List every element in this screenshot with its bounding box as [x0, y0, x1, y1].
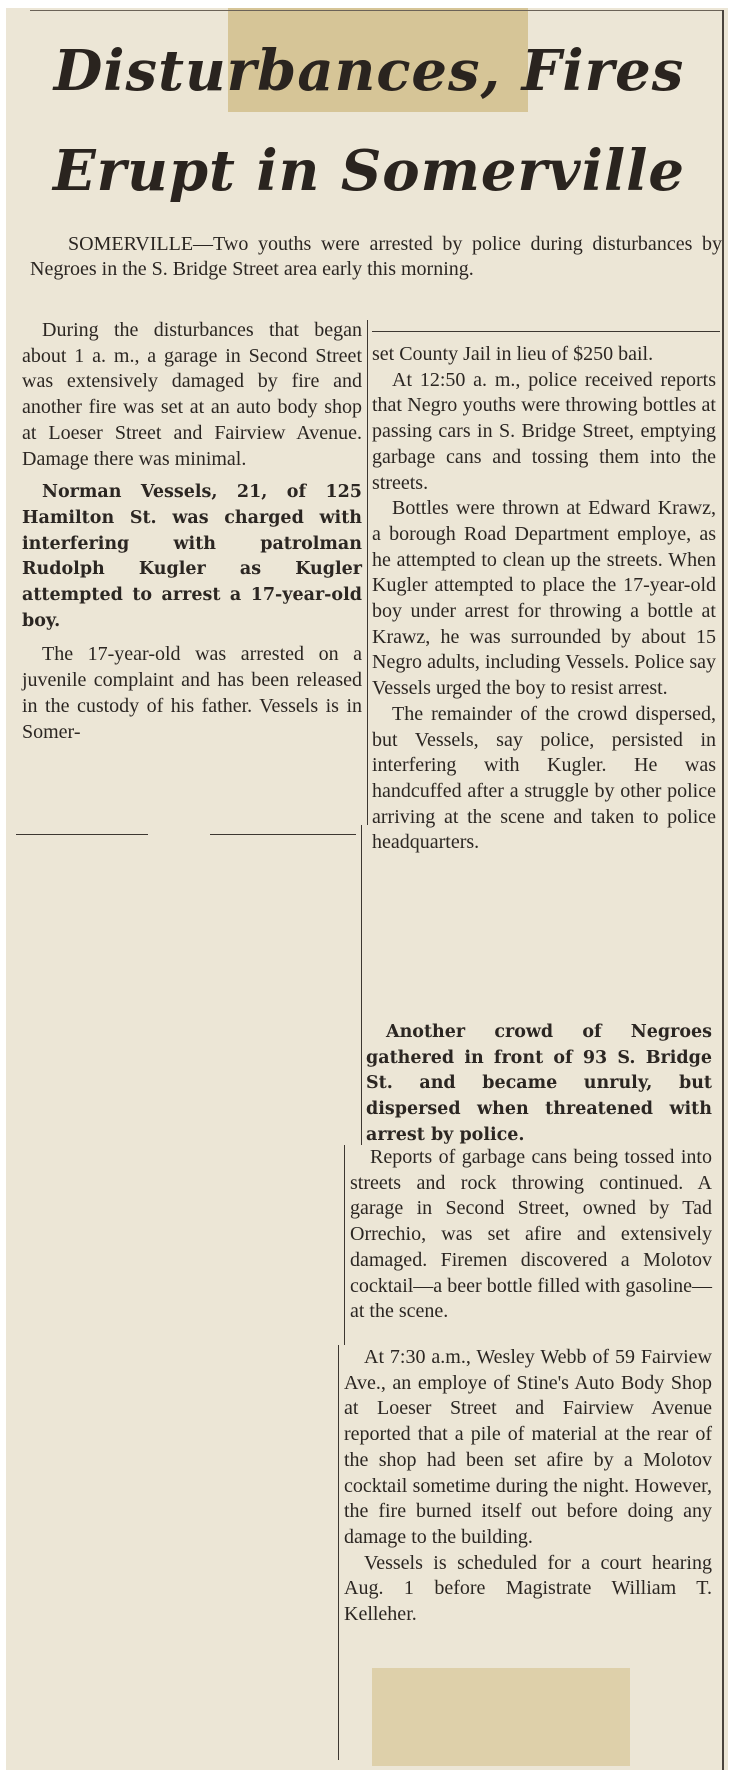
paragraph: Bottles were thrown at Edward Krawz, a borough Road Department employe, as he attempted to clean up the streets. When Kugler attempted to place the 17-year-old boy under arrest for throwing a bottle at Krawz, he was surrounded by about 15 Negro adults, including Vessels. Police say Vessels urged the boy to resist arrest.	[372, 497, 716, 700]
headline-line-2: Erupt in Somerville	[52, 138, 686, 204]
top-border-rule	[30, 10, 722, 11]
column-divider-lower	[344, 1145, 345, 1345]
column-divider-bottom	[338, 1345, 339, 1760]
right-column-top-rule	[372, 331, 720, 332]
column-divider-middle	[361, 825, 362, 1145]
paragraph: The remainder of the crowd dispersed, but Vessels, say police, persisted in interfering with Kugler. He was handcuffed after a struggle by other police arriving at the scene and taken to police headquarters.	[372, 702, 716, 854]
paragraph: The 17-year-old was arrested on a juvenile complaint and has been released in the custody of his father. Vessels is in Somer-	[22, 643, 362, 743]
left-column-end-rule-b	[210, 834, 356, 835]
paragraph: At 12:50 a. m., police received reports that Negro youths were throwing bottles at passing cars in S. Bridge Street, emptying garbage cans and tossing them into the streets.	[372, 368, 716, 494]
headline-line-1: Disturbances, Fires	[53, 38, 685, 104]
paragraph: Reports of garbage cans being tossed into streets and rock throwing continued. A garage in Second Street, owned by Tad Orrechio, was set afire and extensively damaged. Firemen discovered a Molotov cocktail—a beer bottle filled with gasoline—at the scene.	[350, 1146, 712, 1323]
paragraph: During the disturbances that began about 1 a. m., a garage in Second Street was extensively damaged by fire and another fire was set at an auto body shop at Loeser Street and Fairview Avenue. Damage there was minimal.	[22, 319, 362, 470]
paragraph-continued: set County Jail in lieu of $250 bail.	[372, 343, 654, 365]
left-column	[22, 318, 362, 745]
tape-stain-bottom	[372, 1668, 630, 1766]
paragraph-bold: Another crowd of Negroes gathered in front of 93 S. Bridge St. and became unruly, but dispersed when threatened with arrest by police.	[366, 1022, 712, 1145]
right-column-top	[372, 342, 716, 856]
paragraph-bold: Norman Vessels, 21, of 125 Hamilton St. was charged with interfering with patrolman Rudolph Kugler as Kugler attempted to arrest a 17-year-old boy.	[22, 482, 362, 631]
lead-paragraph: SOMERVILLE—Two youths were arrested by police during disturbances by Negroes in the S. Bridge Street area early this morning.	[30, 233, 722, 280]
left-column-end-rule-a	[16, 834, 148, 835]
right-column-lower	[350, 1145, 712, 1325]
right-column-middle	[366, 1020, 712, 1149]
column-divider-upper	[367, 320, 368, 825]
paragraph: Vessels is scheduled for a court hearing Aug. 1 before Magistrate William T. Kelleher.	[344, 1551, 712, 1626]
paragraph: At 7:30 a.m., Wesley Webb of 59 Fairview Ave., an employe of Stine's Auto Body Shop at Loeser Street and Fairview Avenue reported that a pile of material at the rear of the shop had been set afire by a Molotov cocktail sometime during the night. However, the fire burned itself out before doing any damage to the building.	[344, 1346, 712, 1548]
right-border-rule	[722, 10, 724, 1770]
right-column-bottom	[344, 1345, 712, 1628]
